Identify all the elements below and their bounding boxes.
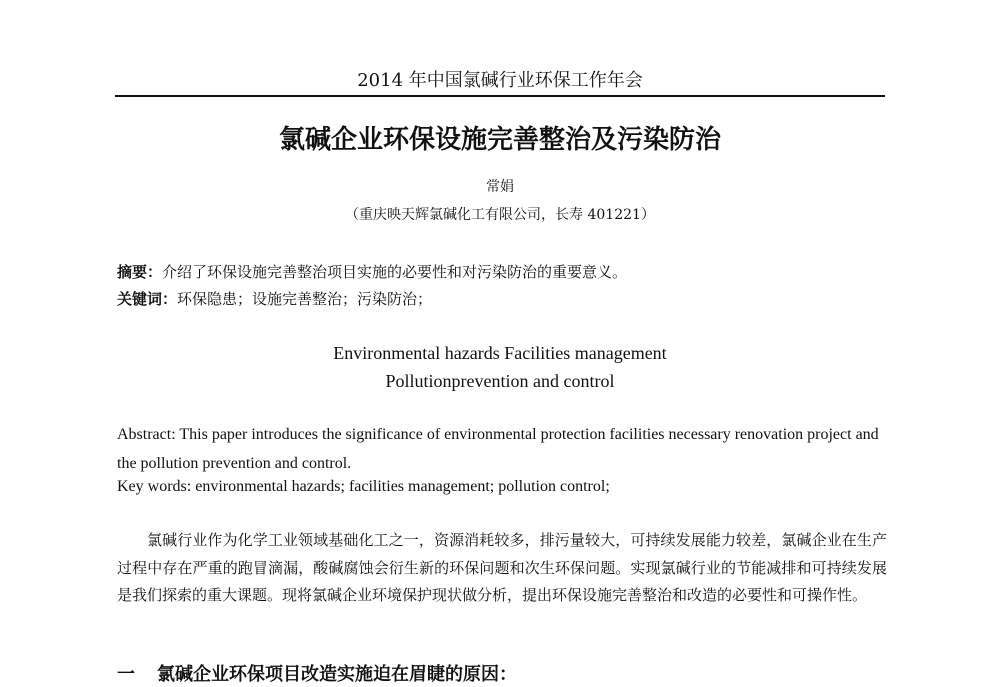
section-title: 氯碱企业环保项目改造实施迫在眉睫的原因： xyxy=(157,664,517,685)
header-rule xyxy=(115,95,885,97)
body-paragraph: 氯碱行业作为化学工业领域基础化工之一，资源消耗较多，排污量较大，可持续发展能力较差，氯碱企业在生产过程中存在严重的跑冒滴漏，酸碱腐蚀会衍生新的环保问题和次生环保问题。实现氯碱行业的节能减排和可持续发展是我们探索的重大课题。现将氯碱企业环境保护现状做分析，提出环保设施完善整治和改造的必要性和可操作性。 xyxy=(117,531,887,604)
abstract-en-text: This paper introduces the significance of environmental protection facilities necessary renovation project and the pollution prevention and control. xyxy=(117,426,879,472)
keywords-en-text: environmental hazards; facilities management; pollution control; xyxy=(191,478,610,495)
running-header: 2014 年中国氯碱行业环保工作年会 xyxy=(357,70,643,91)
author-name: 常娟 xyxy=(486,179,514,195)
keywords-en xyxy=(117,476,887,498)
abstract-cn-label: 摘要： xyxy=(117,263,163,281)
keywords-cn xyxy=(117,289,887,309)
section-heading xyxy=(117,663,887,687)
author-affiliation: （重庆映天辉氯碱化工有限公司，长寿 401221） xyxy=(345,207,655,223)
english-title-line-1: Environmental hazards Facilities management xyxy=(333,343,667,363)
abstract-en-label: Abstract: xyxy=(117,426,176,443)
keywords-cn-label: 关键词： xyxy=(117,290,178,308)
paper-title: 氯碱企业环保设施完善整治及污染防治 xyxy=(278,125,721,155)
keywords-cn-text: 环保隐患；设施完善整治；污染防治； xyxy=(177,290,433,308)
keywords-en-label: Key words: xyxy=(117,478,192,495)
section-number: 一 xyxy=(117,664,135,685)
abstract-en xyxy=(117,420,887,478)
english-title-line-2: Pollutionprevention and control xyxy=(385,371,615,391)
abstract-cn-text: 介绍了环保设施完善整治项目实施的必要性和对污染防治的重要意义。 xyxy=(162,263,628,281)
abstract-cn xyxy=(117,262,887,282)
